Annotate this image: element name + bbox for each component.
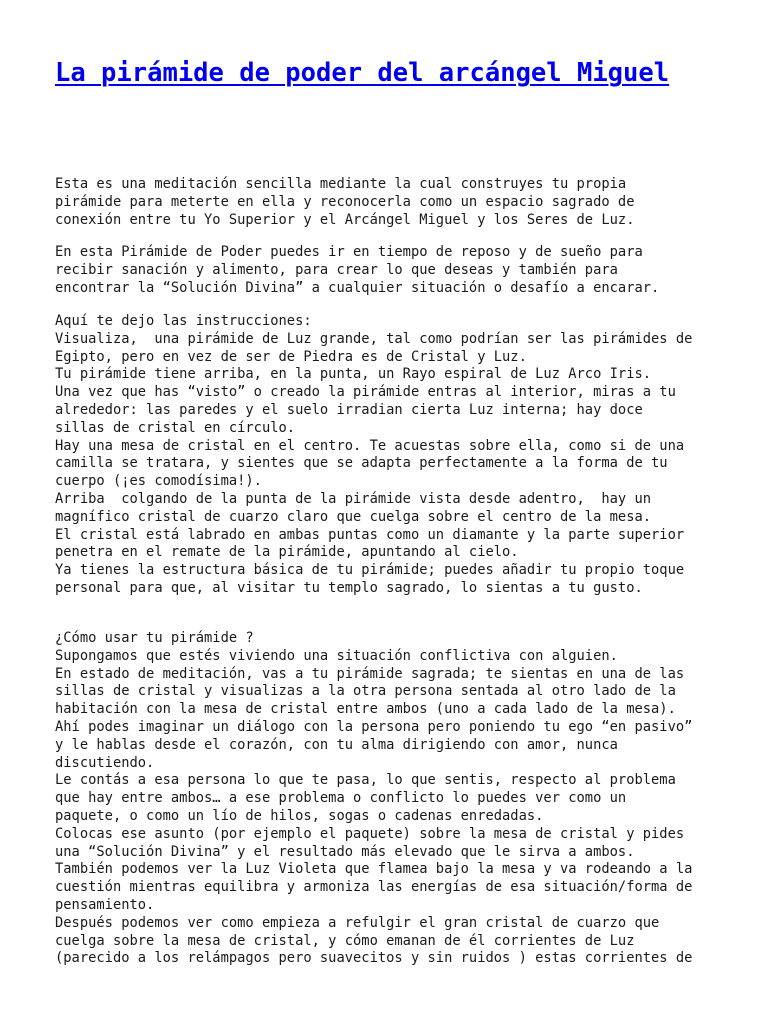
paragraph-usage: ¿Cómo usar tu pirámide ? Supongamos que estés viviendo una situación conflictiva con alguien. En estado de meditación, vas a tu pirámide sagrada; te sientas en una de las sillas de cristal y visualizas a la otra persona sentada al otro lado de la habitación con la mesa de cristal entre ambos (uno a cada lado de la mesa). Ahí podes imaginar un diálogo con la persona pero poniendo tu ego “en pasivo” y le hablas desde el corazón, con tu alma dirigiendo con amor, nunca discutiendo. Le contás a esa persona lo que te pasa, lo que sentis, respecto al problema que hay entre ambos… a ese problema o conflicto lo puedes ver como un paquete, o como un lío de hilos, sogas o cadenas enredadas. Colocas ese asunto (por ejemplo el paquete) sobre la mesa de cristal y pides una “Solución Divina” y el resultado más elevado que le sirva a ambos. También podemos ver la Luz Violeta que flamea bajo la mesa y va rodeando a la cuestión mientras equilibra y armoniza las energías de esa situación/forma de pensamiento. Después podemos ver como empieza a refulgir el gran cristal de cuarzo que cuelga sobre la mesa de cristal, y cómo emanan de él corrientes de Luz (parecido a los relámpagos pero suavecitos y sin ruidos ) estas corrientes de	[55, 630, 693, 967]
article-title-link[interactable]: La pirámide de poder del arcángel Miguel	[55, 58, 670, 88]
paragraph-purpose: En esta Pirámide de Poder puedes ir en tiempo de reposo y de sueño para recibir sanación y alimento, para crear lo que deseas y también para encontrar la “Solución Divina” a cualquier situación o desafío a encarar.	[55, 244, 660, 296]
paragraph-intro: Esta es una meditación sencilla mediante la cual construyes tu propia pirámide para meterte en ella y reconocerla como un espacio sagrado de conexión entre tu Yo Superior y el Arcángel Miguel y los Seres de Luz.	[55, 176, 635, 228]
paragraph-instructions: Aquí te dejo las instrucciones: Visualiza, una pirámide de Luz grande, tal como podrían ser las pirámides de Egipto, pero en vez de ser de Piedra es de Cristal y Luz. Tu pirámide tiene arriba, en la punta, un Rayo espiral de Luz Arco Iris. Una vez que has “visto” o creado la pirámide entras al interior, miras a tu alrededor: las paredes y el suelo irradian cierta Luz interna; hay doce sillas de cristal en círculo. Hay una mesa de cristal en el centro. Te acuestas sobre ella, como si de una camilla se tratara, y sientes que se adapta perfectamente a la forma de tu cuerpo (¡es comodísima!). Arriba colgando de la punta de la pirámide vista desde adentro, hay un magnífico cristal de cuarzo claro que cuelga sobre el centro de la mesa. El cristal está labrado en ambas puntas como un diamante y la parte superior penetra en el remate de la pirámide, apuntando al cielo. Ya tienes la estructura básica de tu pirámide; puedes añadir tu propio toque personal para que, al visitar tu templo sagrado, lo sientas a tu gusto.	[55, 313, 693, 596]
